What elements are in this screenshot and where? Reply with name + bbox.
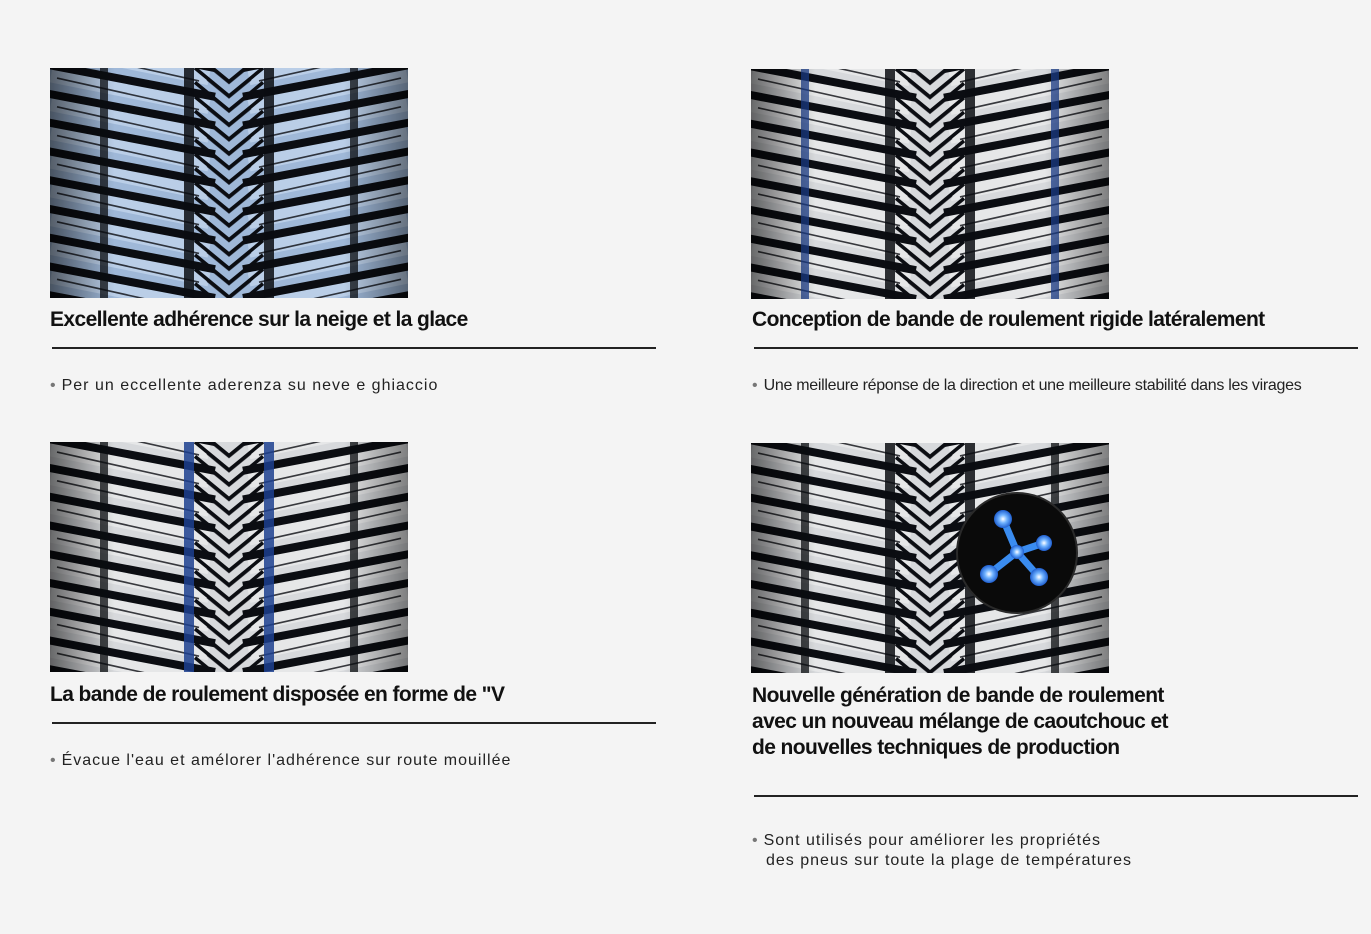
bullet-dot-icon: • <box>752 377 758 394</box>
feature-bullet: • Sont utilisés pour améliorer les propriétés <box>752 832 1101 849</box>
feature-title: La bande de roulement disposée en forme de "V <box>50 683 505 706</box>
bullet-dot-icon: • <box>50 752 56 769</box>
tire-tread-rigid-shoulder-icon <box>751 69 1109 299</box>
feature-title <box>752 683 1168 761</box>
feature-title: Conception de bande de roulement rigide latéralement <box>752 308 1265 331</box>
divider <box>754 347 1358 349</box>
feature-title-line: avec un nouveau mélange de caoutchouc et <box>752 710 1168 733</box>
tire-tread-v-shape-icon <box>50 442 408 672</box>
feature-bullet-continued: des pneus sur toute la plage de températures <box>766 852 1132 869</box>
feature-bullet: • Une meilleure réponse de la direction et une meilleure stabilité dans les virages <box>752 377 1302 394</box>
divider <box>52 347 656 349</box>
feature-bullet: • Évacue l'eau et amélorer l'adhérence sur route mouillée <box>50 752 512 769</box>
divider <box>52 722 656 724</box>
feature-bullet: • Per un eccellente aderenza su neve e ghiaccio <box>50 377 439 394</box>
bullet-dot-icon: • <box>752 832 758 849</box>
feature-title-line: de nouvelles techniques de production <box>752 736 1120 759</box>
bullet-dot-icon: • <box>50 377 56 394</box>
feature-title: Excellente adhérence sur la neige et la glace <box>50 308 468 331</box>
divider <box>754 795 1358 797</box>
molecule-icon <box>956 492 1078 614</box>
tire-tread-snow-ice-icon <box>50 68 408 298</box>
feature-title-line: Nouvelle génération de bande de roulement <box>752 684 1164 707</box>
